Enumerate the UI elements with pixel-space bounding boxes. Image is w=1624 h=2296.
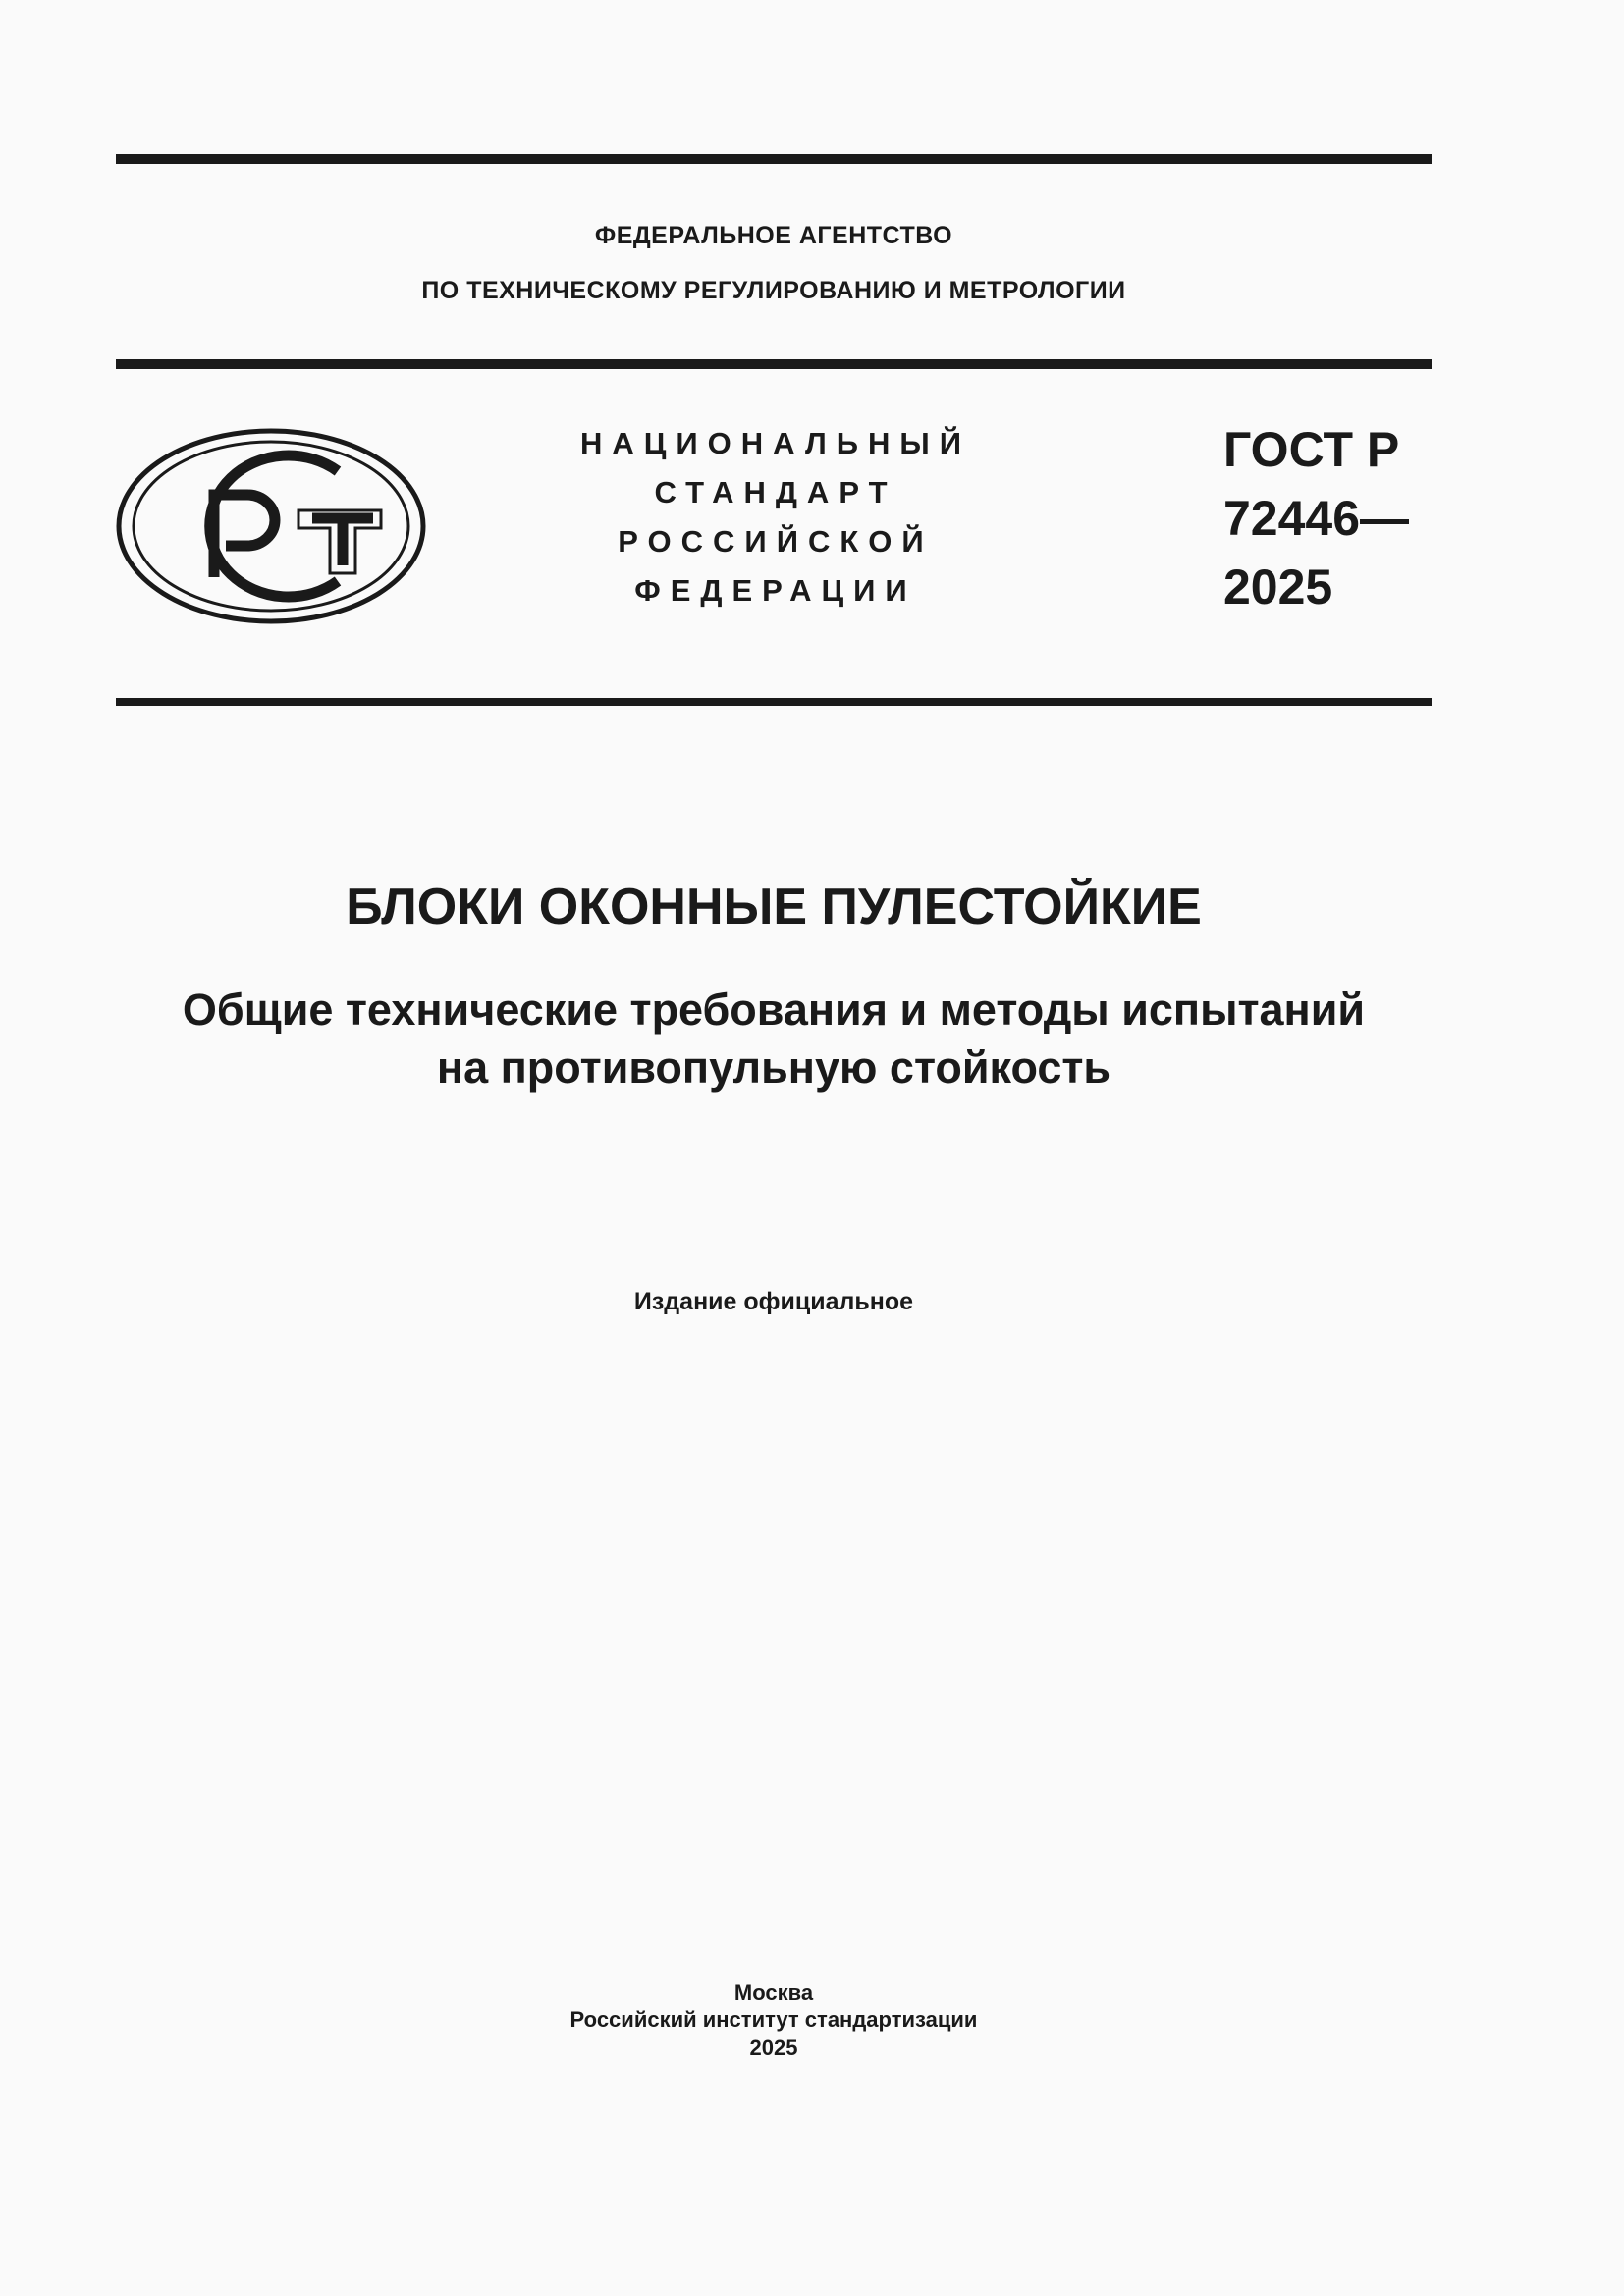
agency-name-line2: ПО ТЕХНИЧЕСКОМУ РЕГУЛИРОВАНИЮ И МЕТРОЛОГИИ [421,277,1126,304]
document-subtitle-line2: на противопульную стойкость [436,1042,1111,1093]
imprint-year: 2025 [749,2035,798,2059]
rst-gost-emblem-icon [116,428,426,624]
agency-name-line1: ФЕДЕРАЛЬНОЕ АГЕНТСТВО [594,222,953,249]
top-rule [116,154,1432,164]
document-title: БЛОКИ ОКОННЫЕ ПУЛЕСТОЙКИЕ [346,879,1202,935]
national-standard-line1: НАЦИОНАЛЬНЫЙ [579,426,972,460]
edition-note: Издание официальное [633,1288,914,1315]
gost-designation-line1: ГОСТ Р [1223,422,1400,477]
national-standard-line4: ФЕДЕРАЦИИ [634,573,917,608]
gost-designation-line3: 2025 [1223,560,1333,614]
imprint-city: Москва [733,1980,814,2004]
designation-rule [116,698,1432,706]
national-standard-line3: РОССИЙСКОЙ [618,524,934,559]
header-rule [116,359,1432,369]
imprint-publisher: Российский институт стандартизации [569,2007,978,2032]
gost-designation-line2: 72446— [1223,491,1410,546]
national-standard-line2: СТАНДАРТ [654,475,897,509]
document-subtitle-line1: Общие технические требования и методы испытаний [182,985,1366,1035]
